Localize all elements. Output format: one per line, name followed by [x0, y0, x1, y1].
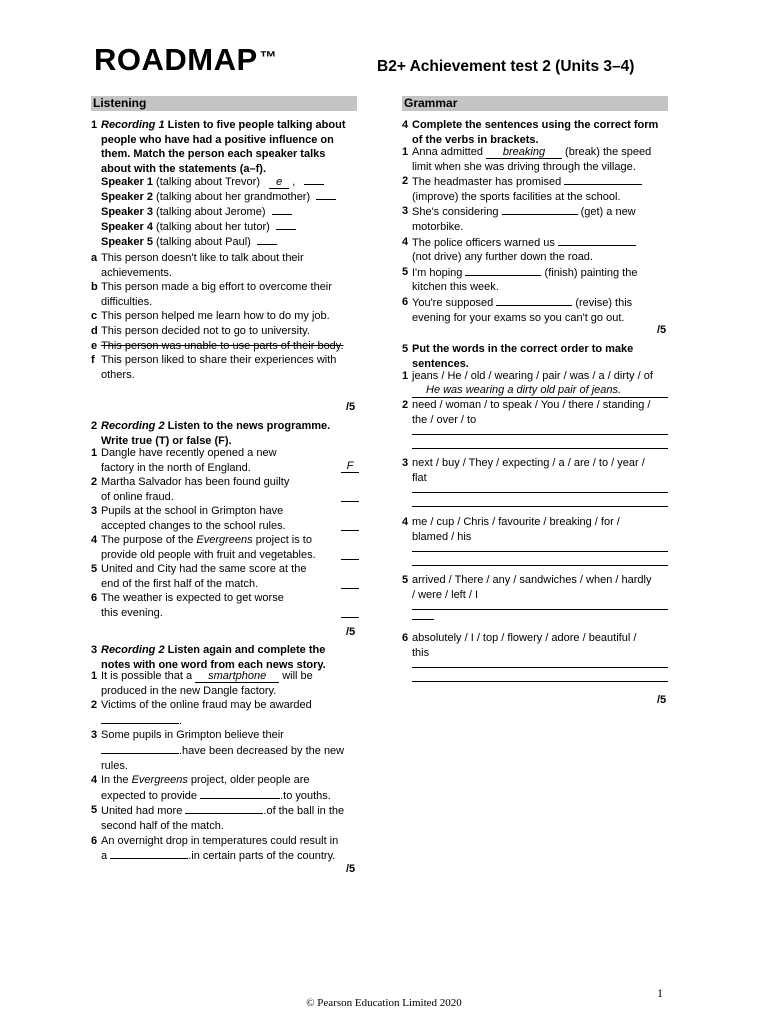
statement-b: b This person made a big effort to overcome their difficulties. [91, 281, 332, 308]
gap-fill-item: 4 The police officers warned us (not drive) any further down the road. [402, 235, 668, 265]
word-order-answer-line[interactable] [412, 668, 668, 682]
tf-answer-3[interactable] [341, 520, 359, 531]
notes-item: 3 Some pupils in Grimpton believe their .have been decreased by the new rules. [91, 729, 345, 772]
tf-item: 3 Pupils at the school in Grimpton have accepted changes to the school rules. [91, 504, 359, 533]
word-order-item-2: 2 need / woman / to speak / You / there / standing / the / over / to [402, 398, 668, 449]
question-1-instruction: Recording 1 Listen to five people talking about people who have had a positive influence on them. Match the person each speaker talks about with the statements (a–f). [101, 119, 346, 175]
notes-answer-3[interactable] [101, 743, 179, 754]
word-order-item-5: 5 arrived / There / any / sandwiches / when / hardly / were / left / I [402, 573, 668, 620]
speaker-row: Speaker 4 (talking about her tutor) [101, 219, 357, 234]
listening-column [91, 96, 357, 117]
question-4-marks: /5 [657, 324, 667, 336]
statement-a: a This person doesn't like to talk about their achievements. [91, 252, 304, 279]
word-order-answer-1[interactable]: He was wearing a dirty old pair of jeans. [412, 384, 668, 398]
statement-e: e This person was unable to use parts of their body. [91, 339, 344, 352]
gap-fill-list [402, 145, 668, 325]
speaker-1-answer-2[interactable] [304, 174, 324, 185]
gap-fill-item: 1 Anna admitted breaking (break) the speed limit when she was driving through the village. [402, 146, 652, 173]
statement-f: f This person liked to share their experiences with others. [91, 354, 337, 381]
tf-list [91, 446, 359, 620]
speaker-3-answer[interactable] [272, 204, 292, 215]
notes-answer-2[interactable] [101, 713, 179, 724]
page-number: 1 [657, 986, 663, 1000]
question-2: 2 Recording 2 Listen to the news programme. Write true (T) or false (F). [91, 419, 357, 448]
gap-fill-item: 3 She's considering (get) a new motorbike. [402, 205, 636, 233]
word-order-item-1: 1 jeans / He / old / wearing / pair / was / a / dirty / of He was wearing a dirty old pair of jeans. [402, 369, 668, 398]
notes-answer-6[interactable] [110, 848, 188, 859]
speaker-4-answer[interactable] [276, 219, 296, 230]
question-3: 3 Recording 2 Listen again and complete the notes with one word from each news story. [91, 643, 357, 672]
gap-answer-5[interactable] [465, 265, 541, 276]
question-5: 5 Put the words in the correct order to make sentences. [402, 342, 668, 371]
question-1-marks: /5 [346, 401, 356, 413]
word-order-answer-short[interactable] [412, 610, 434, 620]
notes-answer-4[interactable] [200, 788, 280, 799]
tf-answer-1[interactable]: F [341, 460, 359, 473]
tf-item: 2 Martha Salvador has been found guilty of online fraud. [91, 475, 359, 504]
test-title: B2+ Achievement test 2 (Units 3–4) [377, 58, 635, 75]
speaker-2-answer[interactable] [316, 189, 336, 200]
notes-item: 1 It is possible that a smartphone will be produced in the new Dangle factory. [91, 670, 313, 697]
grammar-section-header: Grammar [402, 96, 668, 111]
question-5-instruction: Put the words in the correct order to make sentences. [412, 343, 634, 370]
gap-answer-1[interactable]: breaking [486, 146, 562, 159]
question-5-marks: /5 [657, 694, 667, 706]
tf-answer-4[interactable] [341, 549, 359, 560]
word-order-answer-line[interactable] [412, 435, 668, 449]
statement-c: c This person helped me learn how to do my job. [91, 310, 330, 323]
question-2-marks: /5 [346, 626, 356, 638]
gap-fill-item: 5 I'm hoping (finish) painting the kitchen this week. [402, 265, 638, 294]
word-order-item-4: 4 me / cup / Chris / favourite / breaking / for / blamed / his [402, 515, 668, 566]
speaker-5-answer[interactable] [257, 234, 277, 245]
notes-list [91, 669, 357, 864]
tf-item: 6 The weather is expected to get worse this evening. [91, 591, 359, 620]
notes-item: 5 United had more .of the ball in the second half of the match. [91, 804, 345, 832]
notes-item: 6 An overnight drop in temperatures could result in a .in certain parts of the country. [91, 834, 339, 863]
speaker-row: Speaker 2 (talking about her grandmother) [101, 189, 357, 204]
speaker-row: Speaker 5 (talking about Paul) [101, 234, 357, 249]
listening-section-header: Listening [91, 96, 357, 111]
question-1: 1 Recording 1 Listen to five people talking about people who have had a positive influence on them. Match the person each speaker talks about with the statements (a–f). [91, 118, 357, 176]
gap-fill-item: 2 The headmaster has promised (improve) the sports facilities at the school. [402, 174, 668, 204]
question-3-instruction: Recording 2 Listen again and complete the notes with one word from each news story. [101, 644, 326, 671]
question-4: 4 Complete the sentences using the correct form of the verbs in brackets. [402, 118, 668, 147]
tf-answer-5[interactable] [341, 578, 359, 589]
speaker-1-answer[interactable]: e [269, 176, 289, 189]
gap-answer-6[interactable] [496, 295, 572, 306]
tf-item: 1 Dangle have recently opened a new factory in the north of England. F [91, 446, 359, 475]
notes-answer-5[interactable] [185, 803, 263, 814]
question-4-instruction: Complete the sentences using the correct form of the verbs in brackets. [412, 119, 659, 146]
gap-fill-item: 6 You're supposed (revise) this evening for your exams so you can't go out. [402, 295, 633, 324]
notes-item: 4 In the Evergreens project, older people are expected to provide .to youths. [91, 774, 331, 802]
word-order-answer-line[interactable] [412, 552, 668, 566]
notes-item: 2 Victims of the online fraud may be awarded . [91, 699, 312, 727]
grammar-column [402, 96, 668, 117]
speaker-list [101, 174, 357, 249]
gap-answer-2[interactable] [564, 174, 642, 185]
tf-answer-6[interactable] [341, 607, 359, 618]
tf-item: 5 United and City had the same score at the end of the first half of the match. [91, 562, 359, 591]
statement-list [91, 251, 353, 382]
brand-title: ROADMAP ™ [94, 42, 278, 77]
question-2-instruction: Recording 2 Listen to the news programme. Write true (T) or false (F). [101, 420, 331, 447]
tf-answer-2[interactable] [341, 491, 359, 502]
speaker-row: Speaker 1 (talking about Trevor) e , [101, 174, 357, 189]
gap-answer-4[interactable] [558, 235, 636, 246]
gap-answer-3[interactable] [502, 204, 578, 215]
word-order-item-3: 3 next / buy / They / expecting / a / are / to / year / flat [402, 456, 668, 507]
notes-answer-1[interactable]: smartphone [195, 670, 279, 683]
statement-d: d This person decided not to go to university. [91, 324, 310, 337]
word-order-answer-line[interactable] [412, 493, 668, 507]
word-order-item-6: 6 absolutely / I / top / flowery / adore / beautiful / this [402, 631, 668, 682]
speaker-row: Speaker 3 (talking about Jerome) [101, 204, 357, 219]
question-3-marks: /5 [346, 863, 356, 875]
tf-item: 4 The purpose of the Evergreens project is to provide old people with fruit and vegetables. [91, 533, 359, 562]
copyright-footer: © Pearson Education Limited 2020 [306, 997, 462, 1009]
